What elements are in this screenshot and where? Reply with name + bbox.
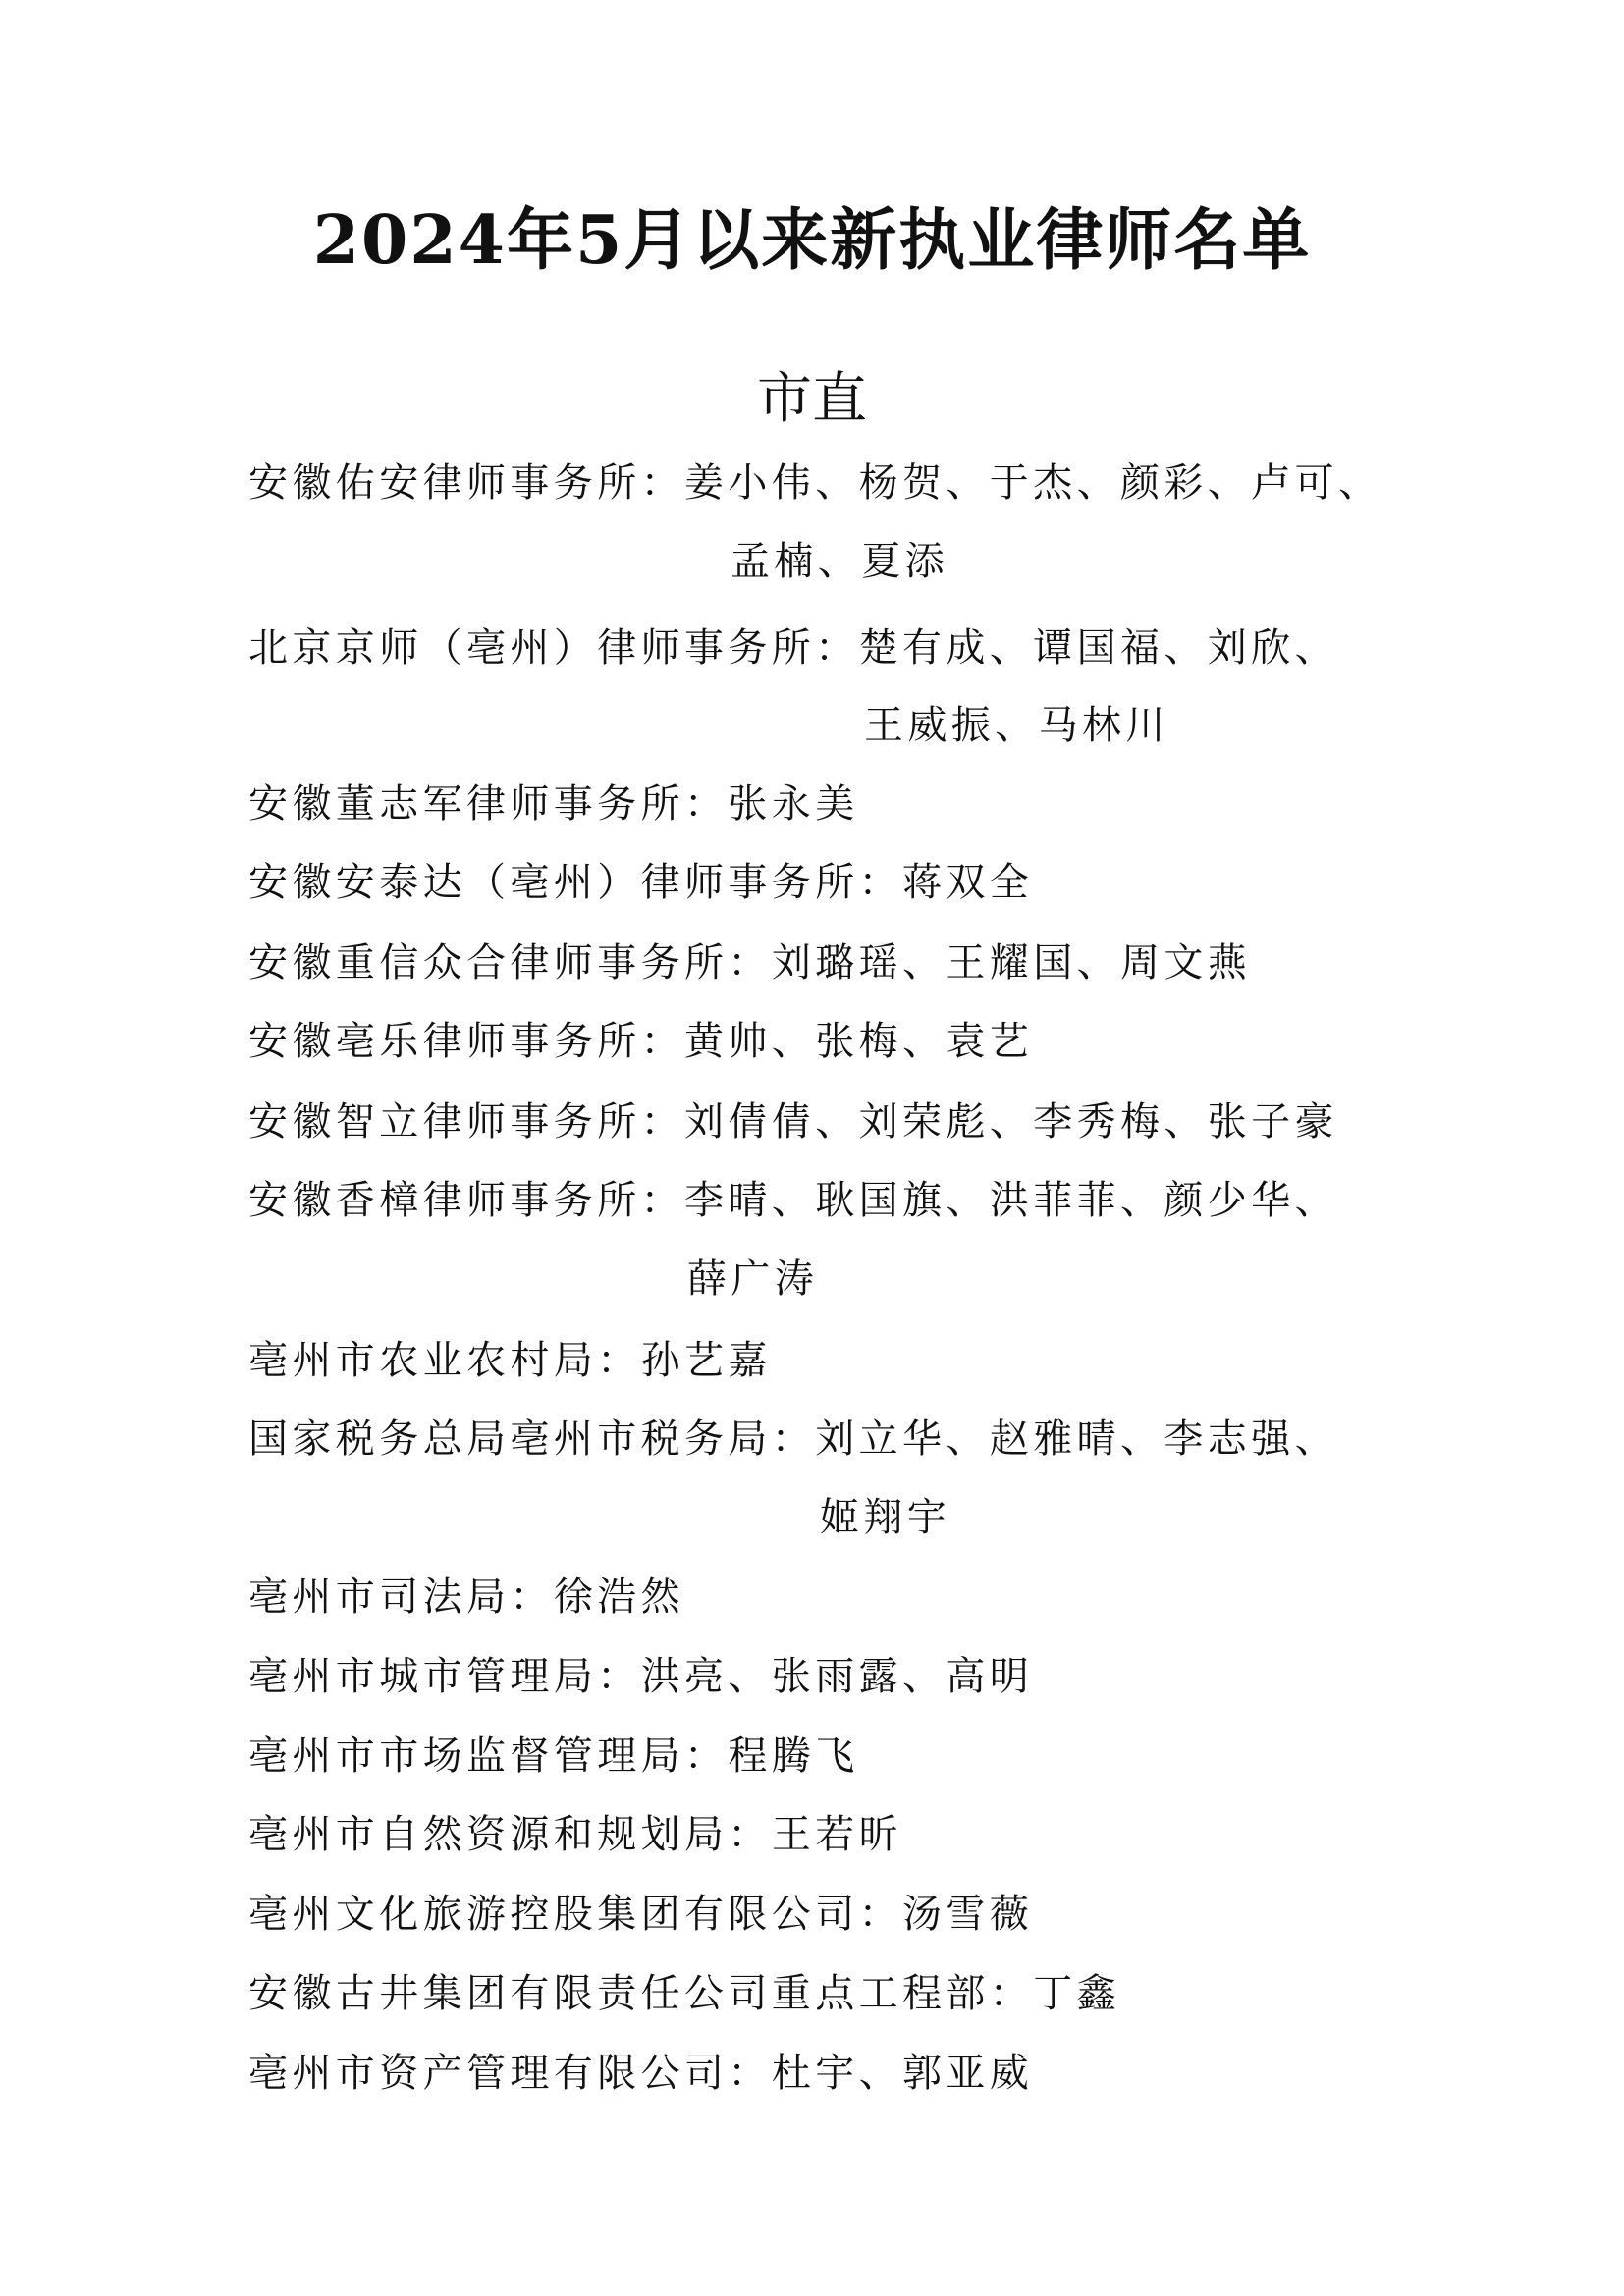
list-item [248, 1809, 902, 1860]
list-item [248, 457, 1381, 508]
list-item [248, 1572, 684, 1623]
lawyer-names: 黄帅、张梅、袁艺 [684, 1019, 1034, 1064]
list-item [248, 1651, 1033, 1702]
lawyer-names: 汤雪薇 [902, 1892, 1034, 1937]
lawyer-names: 杜宇、郭亚威 [771, 2051, 1034, 2096]
list-item [248, 1889, 1033, 1940]
list-item [248, 622, 1338, 673]
list-item [248, 2048, 1033, 2099]
lawyer-names: 孙艺嘉 [640, 1338, 772, 1383]
lawyer-names: 蒋双全 [902, 860, 1034, 905]
lawyer-names: 程腾飞 [728, 1734, 859, 1779]
lawyer-names: 姜小伟、杨贺、于杰、颜彩、卢可、 [684, 460, 1382, 506]
list-item [248, 937, 1251, 988]
org-name: 安徽亳乐律师事务所： [248, 1019, 684, 1064]
org-name: 亳州市农业农村局： [248, 1338, 641, 1383]
list-item-continuation: 孟楠、夏添 [731, 539, 948, 584]
org-name: 安徽古井集团有限责任公司重点工程部： [248, 1971, 1034, 2016]
list-item [248, 1414, 1338, 1465]
lawyer-names: 刘璐瑶、王耀国、周文燕 [771, 940, 1252, 986]
org-name: 安徽智立律师事务所： [248, 1099, 684, 1145]
list-item [248, 1731, 859, 1782]
lawyer-names: 楚有成、谭国福、刘欣、 [858, 625, 1339, 670]
lawyer-names: 徐浩然 [553, 1575, 685, 1620]
org-name: 国家税务总局亳州市税务局： [248, 1416, 816, 1462]
org-name: 安徽董志军律师事务所： [248, 781, 729, 827]
org-name: 亳州市司法局： [248, 1575, 554, 1620]
list-item [248, 1968, 1120, 2019]
list-item [248, 1175, 1338, 1226]
list-item-continuation: 王威振、马林川 [864, 703, 1169, 748]
list-item [248, 857, 1033, 908]
org-name: 北京京师（亳州）律师事务所： [248, 625, 859, 670]
org-name: 安徽安泰达（亳州）律师事务所： [248, 860, 902, 905]
lawyer-names: 王若昕 [771, 1812, 903, 1857]
list-item [248, 1335, 772, 1386]
org-name: 亳州市城市管理局： [248, 1654, 641, 1699]
list-item-continuation: 薛广涛 [687, 1256, 819, 1302]
lawyer-names: 刘倩倩、刘荣彪、李秀梅、张子豪 [684, 1099, 1338, 1145]
org-name: 安徽佑安律师事务所： [248, 460, 684, 506]
lawyer-names: 李晴、耿国旗、洪菲菲、颜少华、 [684, 1178, 1338, 1223]
org-name: 安徽香樟律师事务所： [248, 1178, 684, 1223]
org-name: 安徽重信众合律师事务所： [248, 940, 772, 986]
org-name: 亳州市资产管理有限公司： [248, 2051, 772, 2096]
org-name: 亳州文化旅游控股集团有限公司： [248, 1892, 902, 1937]
section-heading: 市直 [757, 367, 867, 431]
list-item [248, 1096, 1338, 1148]
lawyer-names: 刘立华、赵雅晴、李志强、 [815, 1416, 1339, 1462]
org-name: 亳州市自然资源和规划局： [248, 1812, 772, 1857]
list-item [248, 1016, 1033, 1067]
lawyer-names: 丁鑫 [1033, 1971, 1121, 2016]
list-item-continuation: 姬翔宇 [820, 1495, 951, 1540]
document-title: 2024年5月以来新执业律师名单 [312, 201, 1312, 280]
lawyer-names: 洪亮、张雨露、高明 [640, 1654, 1034, 1699]
org-name: 亳州市市场监督管理局： [248, 1734, 729, 1779]
lawyer-names: 张永美 [728, 781, 859, 827]
list-item [248, 778, 859, 829]
